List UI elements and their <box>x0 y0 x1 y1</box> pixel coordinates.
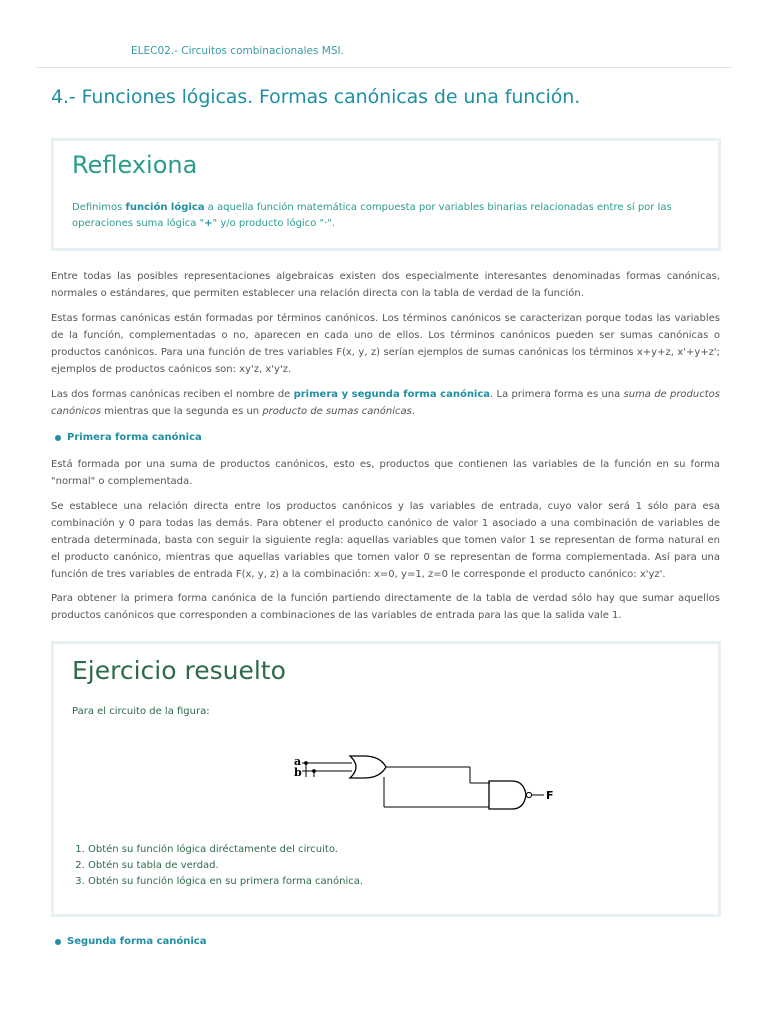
paragraph-regla: Se establece una relación directa entre los productos canónicos y las variables de entrada, cuyo valor será 1 sólo para esa combinación y 0 para todas las demás. Para obtener el producto canónico de valor 1 asociado a una combinación de variables de entrada determinada, basta con seguir la siguiente regla: aquellas variables que tomen valor 1 se representan de forma natural en el producto canónico, mientras que aquellas variables que tomen valor 0 se representan de forma complementada. Así para una función de tres variables de entrada F(x, y, z) a la combinación: x=0, y=1, z=0 le corresponde el producto canónico: x'yz'. <box>51 501 720 580</box>
circuit-label-a: a <box>294 755 302 768</box>
ejercicio-heading: Ejercicio resuelto <box>72 656 286 685</box>
step-item: 1. Obtén su función lógica diréctamente del circuito. <box>88 842 363 858</box>
ejercicio-steps <box>72 842 363 890</box>
step-item: 3. Obtén su función lógica en su primera forma canónica. <box>88 874 363 890</box>
bullet-primera-forma: Primera forma canónica <box>67 432 202 443</box>
paragraph-terminos: Estas formas canónicas están formadas por términos canónicos. Los términos canónicos se caracterizan porque todas las variables de la función, complementadas o no, aparecen en cada uno de ellos. Los términos canónicos pueden ser sumas canónicas o productos canónicos. Para una función de tres variables F(x, y, z) serían ejemplos de sumas canónicas los términos x+y+z, x'+y+z'; ejemplos de productos caónicos son: xy'z, x'y'z. <box>51 313 720 375</box>
circuit-label-f: F <box>546 789 554 802</box>
reflexiona-box <box>51 138 721 251</box>
term-funcion-logica: función lógica <box>125 202 205 213</box>
bullet-dot-icon <box>55 435 61 441</box>
header-divider <box>37 67 732 68</box>
paragraph-formas: Las dos formas canónicas reciben el nombre de primera y segunda forma canónica. La primera forma es una suma de productos canónicos mientras que la segunda es un producto de sumas canónicas. <box>51 389 720 417</box>
circuit-detail <box>290 744 554 824</box>
breadcrumb[interactable]: ELEC02.- Circuitos combinacionales MSI. <box>131 45 344 57</box>
reflexiona-text: Definimos función lógica a aquella función matemática compuesta por variables binarias relacionadas entre sí por las operaciones suma lógica "+" y/o producto lógico "·". <box>72 202 672 229</box>
reflexiona-heading: Reflexiona <box>72 151 198 179</box>
paragraph-intro: Entre todas las posibles representaciones algebraicas existen dos especialmente interesantes denominadas formas canónicas, normales o estándares, que permiten establecer una relación directa con la tabla de verdad de la función. <box>51 271 720 299</box>
paragraph-primera-def: Está formada por una suma de productos canónicos, esto es, productos que contienen las variables de la función en su forma "normal" o complementada. <box>51 459 720 487</box>
bullet-dot-icon <box>55 939 61 945</box>
circuit-label-b: b <box>294 766 302 779</box>
page-title: 4.- Funciones lógicas. Formas canónicas de una función. <box>51 86 581 108</box>
step-item: 2. Obtén su tabla de verdad. <box>88 858 363 874</box>
ejercicio-box <box>51 641 721 917</box>
term-primera-segunda: primera y segunda forma canónica <box>293 389 491 400</box>
nand-gate <box>489 781 526 809</box>
paragraph-tabla: Para obtener la primera forma canónica de la función partiendo directamente de la tabla de verdad sólo hay que sumar aquellos productos canónicos que corresponden a combinaciones de las variables de entrada para las que la salida vale 1. <box>51 593 720 621</box>
bullet-segunda-forma: Segunda forma canónica <box>67 936 206 947</box>
ejercicio-intro: Para el circuito de la figura: <box>72 706 210 717</box>
